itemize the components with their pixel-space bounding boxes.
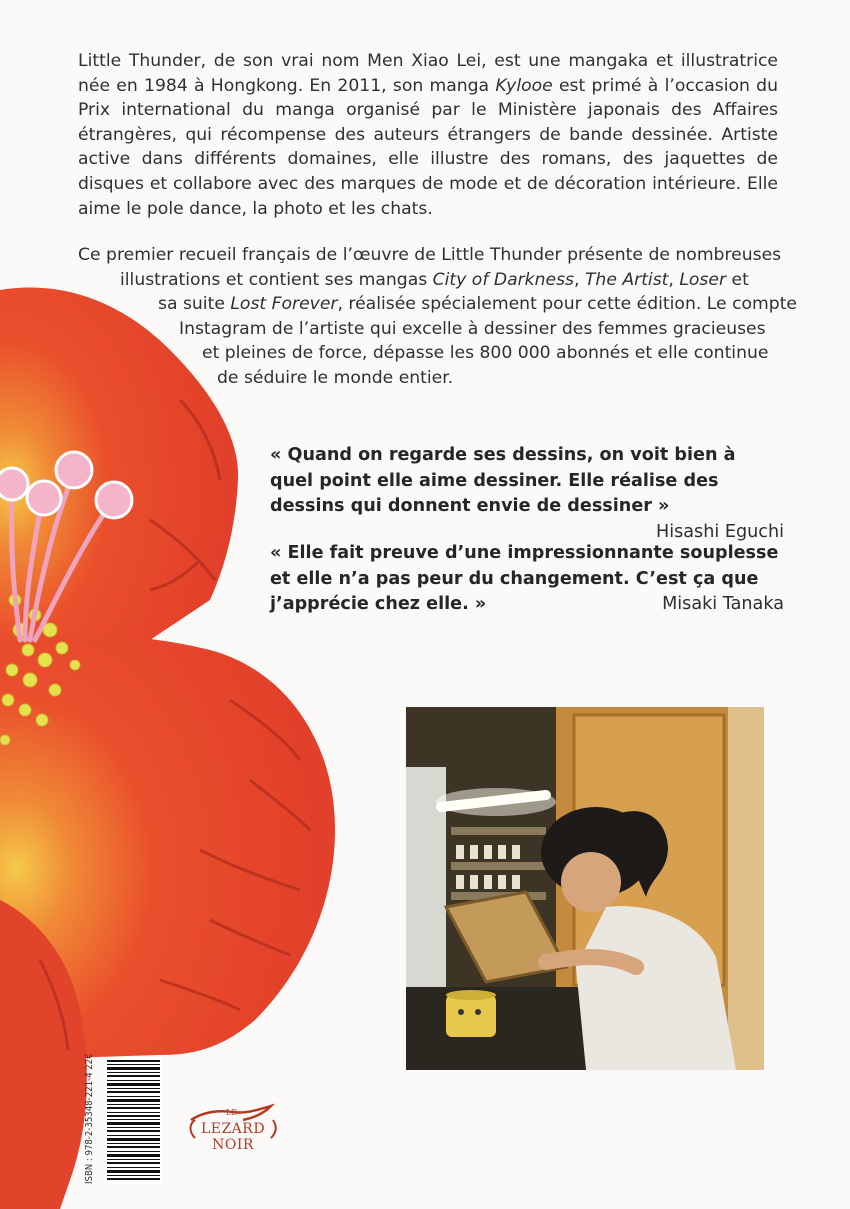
collection-line-4: Instagram de l’artiste qui excelle à dessiner des femmes gracieuses — [179, 319, 766, 339]
publisher-name: LEZARD NOIR — [200, 1121, 266, 1153]
collection-line-2: illustrations et contient ses mangas City of Darkness, The Artist, Loser et — [120, 270, 749, 290]
bio-paragraph: Little Thunder, de son vrai nom Men Xiao Lei, est une mangaka et illustratrice née en 1984 à Hongkong. En 2011, son manga Kylooe est primé à l’occasion du Prix international du manga organisé par le Ministère japonais des Affaires étrangères, qui récompense des auteurs étrangers de bande dessinée. Artiste active dans différents domaines, elle illustre des romans, des jaquettes de disques et collabore avec des marques de mode et de décoration intérieure. Elle aime le pole dance, la photo et les chats. — [78, 51, 778, 219]
title-kylooe: Kylooe — [495, 75, 553, 96]
collection-line-5: et pleines de force, dépasse les 800 000 abonnés et elle continue — [202, 343, 769, 363]
collection-line-6: de séduire le monde entier. — [217, 368, 454, 388]
quote-tanaka: « Elle fait preuve d’une impressionnante souplesse et elle n’a pas peur du changement. C’est ça que j’apprécie chez elle. » Misaki Tanaka — [270, 541, 784, 618]
quote-author: Hisashi Eguchi — [655, 521, 784, 542]
collection-line-3: sa suite Lost Forever, réalisée spécialement pour cette édition. Le compte — [158, 294, 798, 314]
quote-eguchi: « Quand on regarde ses dessins, on voit bien à quel point elle aime dessiner. Elle réalise des dessins qui donnent envie de dessiner » Hisashi Eguchi — [270, 443, 784, 545]
quote-author: Misaki Tanaka — [662, 594, 784, 614]
collection-line-1: Ce premier recueil français de l’œuvre de Little Thunder présente de nombreuses — [78, 245, 782, 265]
isbn-price: ISBN : 978-2-35348-221-4 22€ — [84, 1053, 95, 1184]
barcode — [105, 1058, 162, 1184]
artist-photo — [406, 707, 764, 1070]
publisher-le: LE — [226, 1108, 238, 1117]
